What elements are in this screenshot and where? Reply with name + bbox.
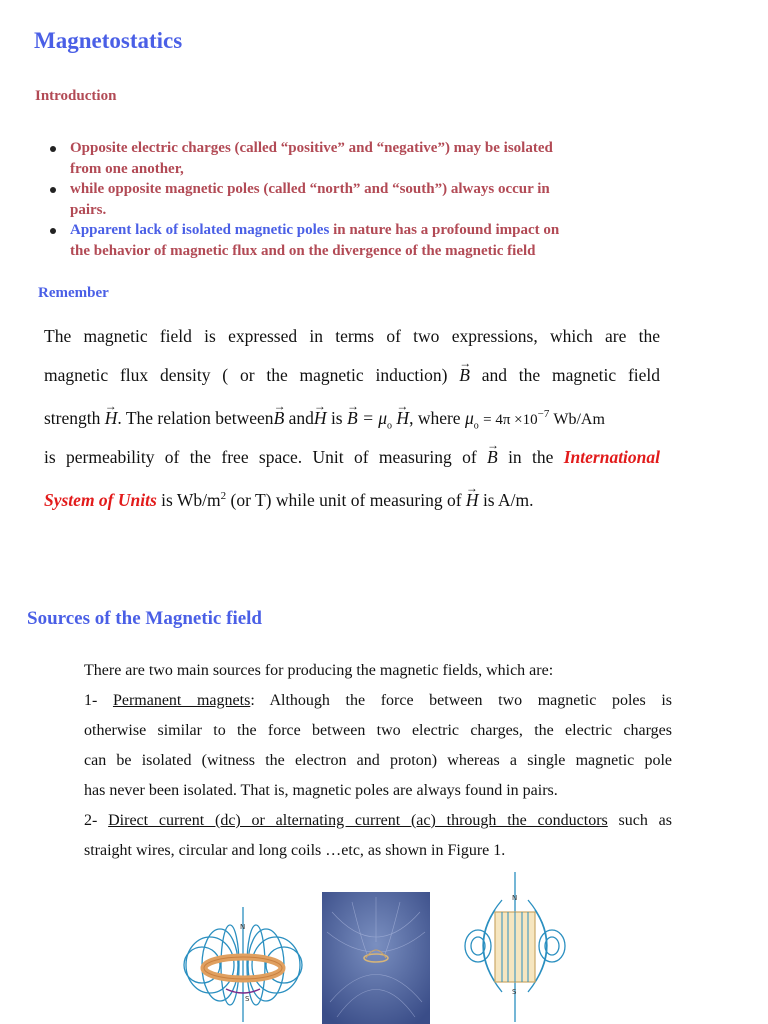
- sources-intro: There are two main sources for producing the magnetic fields, which are:: [84, 662, 554, 679]
- bullet-item: Apparent lack of isolated magnetic poles in nature has a profound impact on the behavior of magnetic flux and on the divergence of the magnetic field: [48, 220, 688, 261]
- bullet-item: Opposite electric charges (called “positive” and “negative”) may be isolated from one another,: [48, 138, 688, 179]
- page-title: Magnetostatics: [34, 28, 183, 53]
- remember-line-3: strength → H. The relation between→ B and→ H is → $B = \mu_o \to H$, where $\mu_o = 4\pi \times 10^{-7}$ Wb/Am: [44, 394, 660, 447]
- remember-line-2: magnetic flux density ( or the magnetic induction) → B and the magnetic field: [44, 355, 660, 395]
- source-item-2: 2- Direct current (dc) or alternating current (ac) through the conductors such as: [84, 812, 673, 829]
- vector-b: → B: [459, 355, 470, 395]
- vector-h: → H: [314, 398, 327, 438]
- vector-b: → B: [347, 398, 358, 438]
- bullet-dot: [50, 146, 56, 152]
- sources-body: There are two main sources for producing the magnetic fields, which are: 1- Permanent magnets: Although the force between two magnetic poles is otherwise similar to the force between two electric charges, the electric charges can be isolated (witness the electron and proton) whereas a single magnetic pole has never been isolated. That is, magnetic poles are always found in pairs. 2- Direct current (dc) or alternating current (ac) through the conductors such as straight wires, circular and long coils …etc, as shown in Figure 1.: [84, 656, 672, 866]
- vector-h: → H: [466, 480, 479, 520]
- bullet-dot: [50, 228, 56, 234]
- vector-b: → B: [274, 398, 285, 438]
- bullet-dot: [50, 187, 56, 193]
- vector-h: → H: [105, 398, 118, 438]
- source-item-1: 1- Permanent magnets: Although the force between two magnetic poles is: [84, 692, 673, 709]
- introduction-heading: Introduction: [35, 88, 117, 104]
- remember-line-1: The magnetic field is expressed in terms of two expressions, which are the: [44, 326, 660, 346]
- iron-filings-photo: [322, 892, 430, 1024]
- vector-h: → H: [396, 398, 409, 438]
- system-of-units-highlight: System of Units: [44, 490, 157, 510]
- current-loop-figure: [182, 905, 304, 1024]
- remember-heading: Remember: [38, 285, 109, 301]
- fig1-north-label: N: [240, 923, 246, 931]
- fig3-south-label: S: [512, 988, 517, 996]
- remember-line-4: is permeability of the free space. Unit of measuring of → B in the International: [44, 437, 660, 477]
- vector-b: → B: [487, 437, 498, 477]
- international-highlight: International: [563, 447, 661, 467]
- solenoid-figure: [462, 870, 568, 1024]
- introduction-bullets: [48, 138, 688, 261]
- remember-line-5: System of Units is $Wb/m^2$ (or T) while unit of measuring of → H is A/m.: [44, 476, 660, 520]
- sources-heading: Sources of the Magnetic field: [27, 608, 262, 629]
- bullet-item: while opposite magnetic poles (called “north” and “south”) always occur in pairs.: [48, 179, 688, 220]
- mu-symbol: = μ: [362, 408, 388, 428]
- fig1-south-label: S: [245, 995, 250, 1003]
- fig3-north-label: N: [512, 894, 518, 902]
